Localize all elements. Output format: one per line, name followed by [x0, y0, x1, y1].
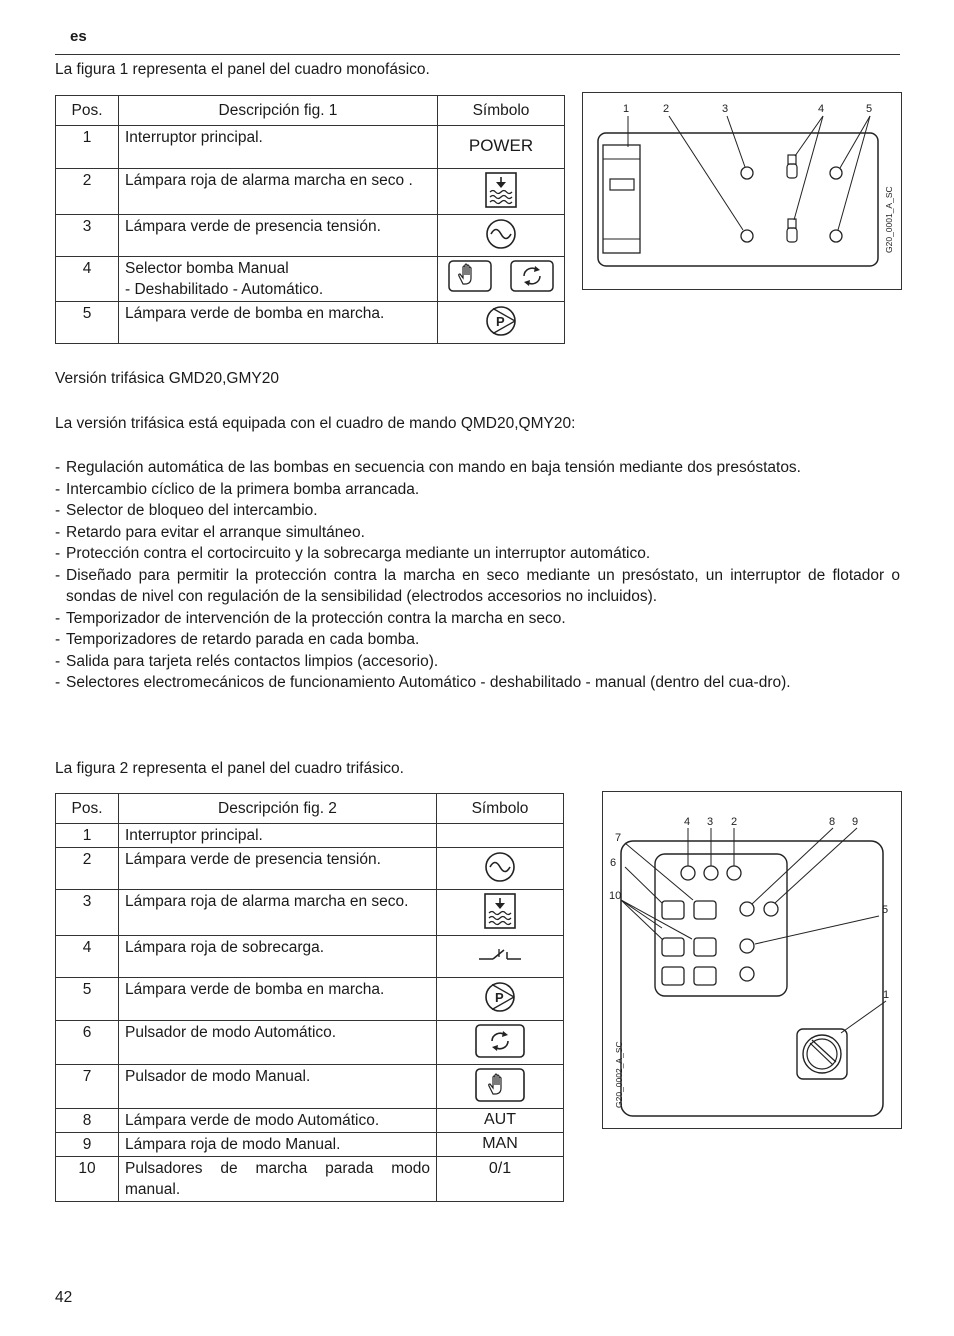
row-pos: 1 [56, 126, 119, 169]
row-desc [119, 257, 438, 302]
row-desc: Lámpara roja de alarma marcha en seco. [119, 890, 437, 936]
row-desc: Lámpara verde de bomba en marcha. [119, 302, 438, 344]
fig1-label: 4 [818, 103, 825, 115]
dry-running-icon [484, 893, 516, 929]
fig1-label: 3 [722, 103, 729, 115]
row-desc: Lámpara roja de sobrecarga. [119, 936, 437, 978]
table-row [56, 890, 564, 936]
hand-icon [448, 260, 492, 292]
language-code: es [70, 28, 87, 45]
table-row [56, 978, 564, 1021]
row-pos: 1 [56, 824, 119, 848]
table-fig2 [55, 793, 564, 1202]
table-row [56, 1157, 564, 1202]
row-pos: 7 [56, 1065, 119, 1109]
svg-text:P: P [496, 314, 505, 329]
aut-label: AUT [484, 1111, 516, 1128]
row-pos: 8 [56, 1109, 119, 1133]
power-label: POWER [468, 136, 534, 155]
row-desc: Interruptor principal. [119, 126, 438, 169]
header-pos: Pos. [56, 96, 119, 126]
fig1-label: 1 [623, 103, 630, 115]
table-row [56, 824, 564, 848]
fig2-label: 6 [610, 857, 617, 869]
fig2-code: G20_0002_A_SC [614, 1041, 624, 1108]
row-desc-line: Selector bomba Manual [125, 260, 289, 277]
header-desc: Descripción fig. 1 [119, 96, 438, 126]
man-label: MAN [482, 1135, 518, 1152]
hand-icon [475, 1068, 525, 1102]
list-item: - Salida para tarjeta relés contactos limpios (accesorio). [55, 651, 900, 673]
fig2-label: 5 [882, 904, 889, 916]
header-rule [55, 54, 900, 55]
row-pos: 9 [56, 1133, 119, 1157]
list-item: - Intercambio cíclico de la primera bomba arrancada. [55, 479, 900, 501]
overload-switch-icon [477, 939, 523, 967]
fig1-code: G20_0001_A_SC [884, 186, 894, 253]
row-pos: 3 [56, 215, 119, 257]
fig2-label: 10 [609, 890, 622, 902]
row-desc: Pulsador de modo Manual. [119, 1065, 437, 1109]
list-item: - Diseñado para permitir la protección contra la marcha en seco mediante un presóstato, un interruptor de flotador o sondas de nivel con regulación de la sensibilidad (electrodos accesorios no incluidos). [55, 565, 900, 608]
feature-list [55, 457, 900, 694]
table-row [56, 1021, 564, 1065]
table-row [56, 936, 564, 978]
table-fig1 [55, 95, 565, 344]
pump-icon [484, 981, 516, 1013]
row-pos: 4 [56, 936, 119, 978]
list-item: - Temporizador de intervención de la protección contra la marcha en seco. [55, 608, 900, 630]
row-desc: Lámpara verde de modo Automático. [119, 1109, 437, 1133]
fig2-label: 1 [883, 989, 890, 1001]
intro-fig1: La figura 1 representa el panel del cuadro monofásico. [55, 61, 430, 78]
fig2-label: 7 [615, 832, 622, 844]
row-pos: 5 [56, 302, 119, 344]
header-pos: Pos. [56, 794, 119, 824]
fig1-label: 5 [866, 103, 873, 115]
list-item: - Regulación automática de las bombas en secuencia con mando en baja tensión mediante dos presóstatos. [55, 457, 900, 479]
list-item: - Temporizadores de retardo parada en cada bomba. [55, 629, 900, 651]
figure-1 [582, 92, 902, 290]
pump-icon [485, 305, 517, 337]
row-desc: Lámpara verde de presencia tensión. [119, 215, 438, 257]
table-row [56, 1109, 564, 1133]
header-desc: Descripción fig. 2 [119, 794, 437, 824]
auto-cycle-icon [475, 1024, 525, 1058]
fig2-label: 8 [829, 816, 836, 828]
fig2-label: 4 [684, 816, 691, 828]
row-pos: 3 [56, 890, 119, 936]
table-row [56, 848, 564, 890]
row-pos: 5 [56, 978, 119, 1021]
table-row [56, 257, 565, 302]
page-number: 42 [55, 1289, 73, 1306]
header-sym: Símbolo [438, 96, 565, 126]
figure-2 [602, 791, 902, 1129]
section-intro: La versión trifásica está equipada con el cuadro de mando QMD20,QMY20: [55, 415, 576, 432]
row-pos: 6 [56, 1021, 119, 1065]
fig2-label: 2 [731, 816, 738, 828]
row-pos: 4 [56, 257, 119, 302]
list-item: - Selector de bloqueo del intercambio. [55, 500, 900, 522]
figure-2-drawing [603, 792, 901, 1128]
section-title: Versión trifásica GMD20,GMY20 [55, 370, 279, 387]
figure-1-drawing [583, 93, 901, 289]
row-desc: Pulsadores de marcha parada modo manual. [119, 1157, 437, 1202]
table-row [56, 126, 565, 169]
sine-wave-icon [484, 851, 516, 883]
fig1-label: 2 [663, 103, 670, 115]
intro-fig2: La figura 2 representa el panel del cuadro trifásico. [55, 760, 404, 777]
list-item: - Protección contra el cortocircuito y la sobrecarga mediante un interruptor automático. [55, 543, 900, 565]
list-item: - Selectores electromecánicos de funcionamiento Automático - deshabilitado - manual (dentro del cua-dro). [55, 672, 900, 694]
table-row [56, 302, 565, 344]
row-desc: Lámpara verde de bomba en marcha. [119, 978, 437, 1021]
auto-cycle-icon [510, 260, 554, 292]
row-pos: 10 [56, 1157, 119, 1202]
row-desc: Lámpara verde de presencia tensión. [119, 848, 437, 890]
fig2-label: 9 [852, 816, 859, 828]
row-desc: Pulsador de modo Automático. [119, 1021, 437, 1065]
row-pos: 2 [56, 848, 119, 890]
sine-wave-icon [485, 218, 517, 250]
table-row [56, 215, 565, 257]
table-row [56, 1133, 564, 1157]
table-row [56, 169, 565, 215]
row-desc: Lámpara roja de modo Manual. [119, 1133, 437, 1157]
list-item: - Retardo para evitar el arranque simultáneo. [55, 522, 900, 544]
header-sym: Símbolo [437, 794, 564, 824]
dry-running-icon [485, 172, 517, 208]
zero-one-label: 0/1 [488, 1160, 512, 1177]
svg-text:P: P [495, 990, 504, 1005]
row-desc: Lámpara roja de alarma marcha en seco . [119, 169, 438, 215]
fig2-label: 3 [707, 816, 714, 828]
row-desc-line: - Deshabilitado - Automático. [125, 281, 324, 298]
table-row [56, 1065, 564, 1109]
row-desc: Interruptor principal. [119, 824, 437, 848]
row-pos: 2 [56, 169, 119, 215]
